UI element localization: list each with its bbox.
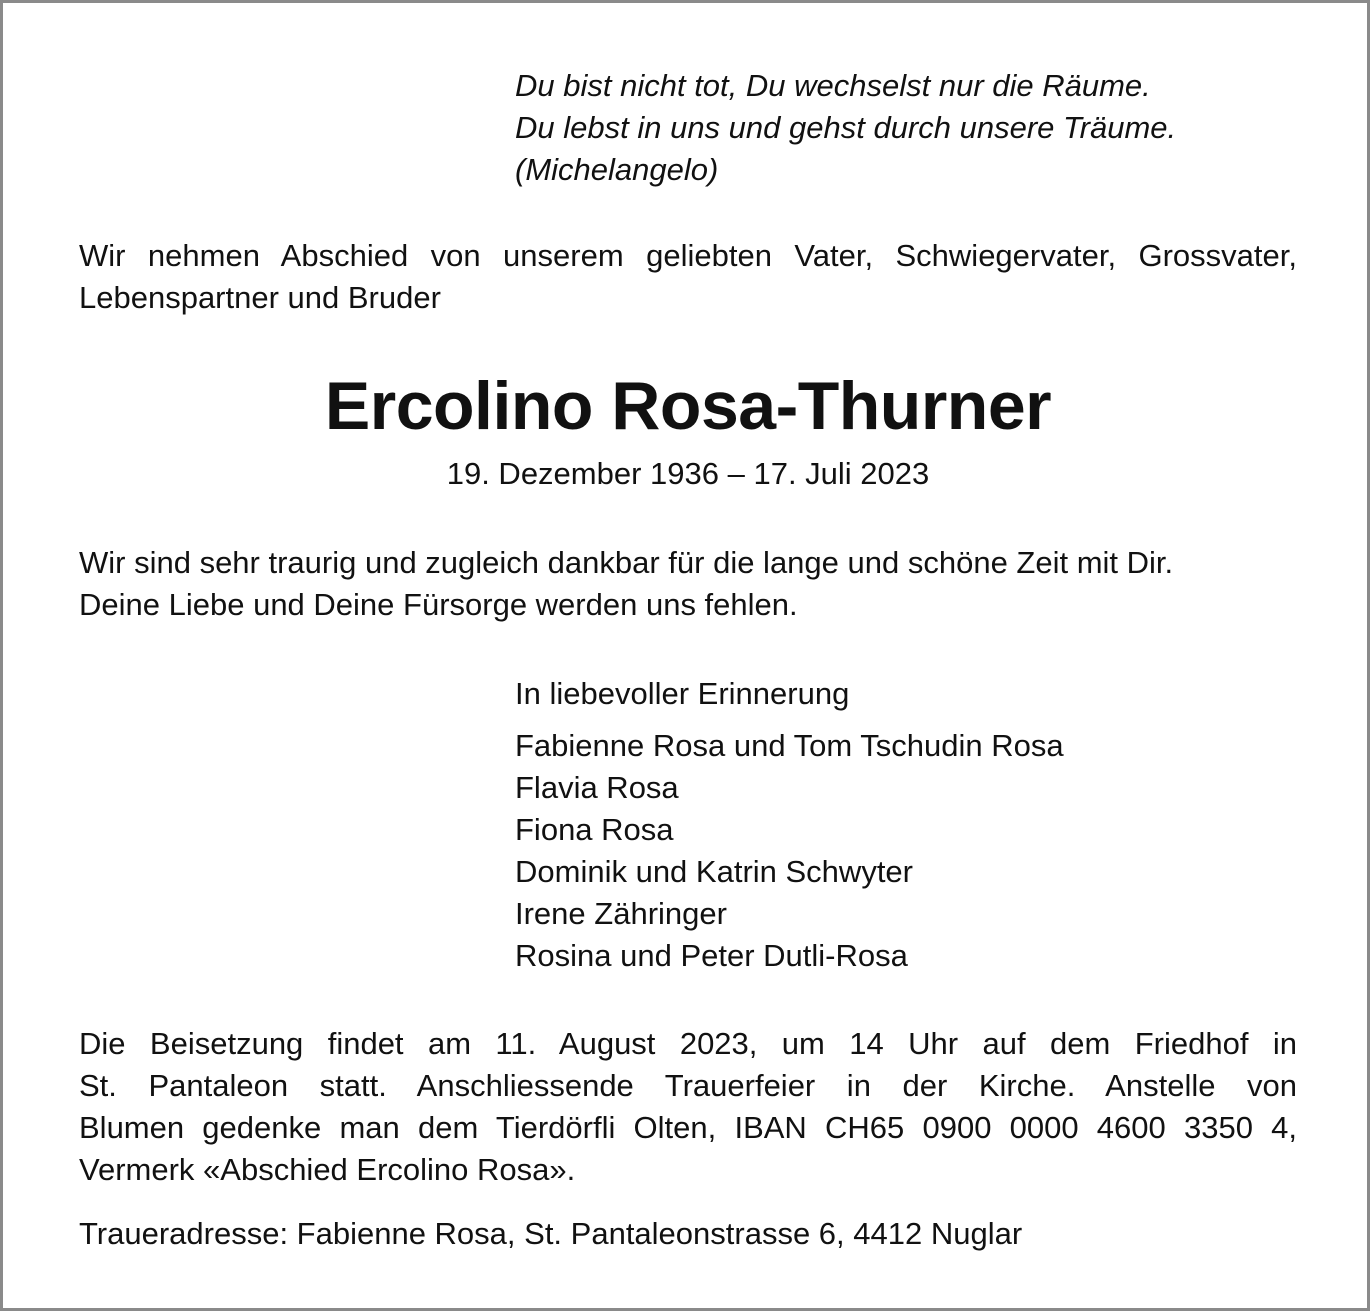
burial-information — [79, 1023, 1297, 1191]
mourner-item: Fiona Rosa — [515, 812, 674, 847]
memorial-quote — [515, 65, 1176, 191]
burial-line-3: Blumen gedenke man dem Tierdörfli Olten, IBAN CH65 0900 0000 4600 3350 4, — [79, 1110, 1297, 1145]
burial-line-2: St. Pantaleon statt. Anschliessende Trauerfeier in der Kirche. Anstelle von — [79, 1068, 1297, 1103]
life-dates: 19. Dezember 1936 – 17. Juli 2023 — [446, 456, 930, 491]
quote-author: (Michelangelo) — [515, 152, 719, 187]
quote-line-2: Du lebst in uns und gehst durch unsere Träume. — [515, 110, 1177, 145]
gratitude-line-1: Wir sind sehr traurig und zugleich dankbar für die lange und schöne Zeit mit Dir. — [79, 545, 1174, 580]
gratitude-line-2: Deine Liebe und Deine Fürsorge werden uns fehlen. — [79, 587, 798, 622]
mourner-item: Dominik und Katrin Schwyter — [515, 854, 913, 889]
burial-line-1: Die Beisetzung findet am 11. August 2023, um 14 Uhr auf dem Friedhof in — [79, 1026, 1297, 1061]
mourner-item: Irene Zähringer — [515, 896, 727, 931]
mourner-item: Rosina und Peter Dutli-Rosa — [515, 938, 908, 973]
burial-line-4: Vermerk «Abschied Ercolino Rosa». — [79, 1152, 576, 1187]
mourner-item: Fabienne Rosa und Tom Tschudin Rosa — [515, 728, 1064, 763]
deceased-name: Ercolino Rosa-Thurner — [324, 368, 1052, 444]
remembrance-signoff: In liebevoller Erinnerung — [515, 676, 850, 711]
mourning-address: Traueradresse: Fabienne Rosa, St. Pantaleonstrasse 6, 4412 Nuglar — [79, 1216, 1023, 1251]
quote-line-1: Du bist nicht tot, Du wechselst nur die Räume. — [515, 68, 1151, 103]
mourners-list — [515, 725, 1064, 977]
farewell-intro: Wir nehmen Abschied von unserem geliebten Vater, Schwiegervater, Grossvater, Lebenspartner und Bruder — [79, 238, 1297, 315]
mourner-item: Flavia Rosa — [515, 770, 679, 805]
gratitude-text — [79, 542, 1297, 626]
